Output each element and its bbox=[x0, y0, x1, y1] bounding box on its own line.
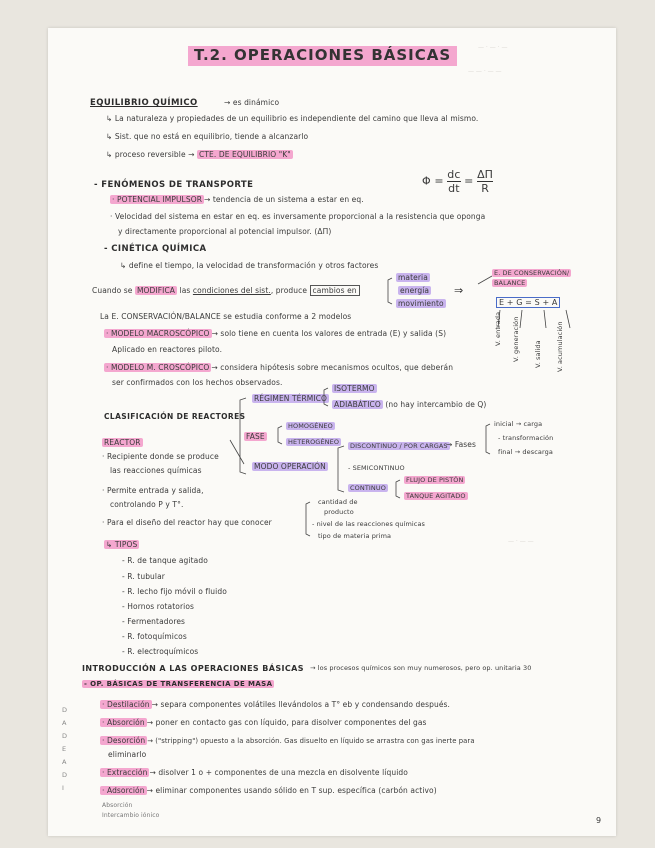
connector-lines bbox=[48, 28, 616, 836]
brace-termico bbox=[324, 388, 328, 406]
bullet-line: · Recipiente donde se produce bbox=[102, 452, 219, 461]
notebook-page bbox=[48, 28, 616, 836]
bullet-line: ↳ Sist. que no está en equilibrio, tiende a alcanzarlo bbox=[106, 132, 309, 141]
tipos-label: ↳ TIPOS bbox=[106, 540, 138, 549]
highlight-label: · MODELO M. CROSCÓPICO bbox=[106, 363, 210, 372]
section-heading-reactores: CLASIFICACIÓN DE REACTORES bbox=[104, 412, 246, 421]
tipo-item: - R. electroquímicos bbox=[122, 647, 199, 656]
bullet-line: · MODELO MACROSCÓPICO → solo tiene en cuenta los valores de entrada (E) y salida (S) bbox=[106, 329, 447, 338]
fase-transformacion: - transformación bbox=[498, 434, 554, 442]
bullet-line: · Velocidad del sistema en estar en eq. es inversamente proporcional a la resistencia que oponga bbox=[110, 212, 486, 221]
semicontinuo: - SEMICONTINUO bbox=[348, 464, 405, 472]
changes-sentence: Cuando se MODIFICA las condiciones del sist., produce cambios en bbox=[92, 286, 360, 295]
highlight-label: · MODELO MACROSCÓPICO bbox=[106, 329, 210, 338]
bullet-line: · POTENCIAL IMPULSOR → tendencia de un sistema a estar en eq. bbox=[112, 195, 364, 204]
materia-label: materia bbox=[398, 273, 428, 282]
tipo-item: - Fermentadores bbox=[122, 617, 186, 626]
fases-arrow: → Fases bbox=[446, 440, 477, 449]
bullet-line: las reacciones químicas bbox=[110, 466, 202, 475]
reactor-divider bbox=[230, 440, 244, 464]
var-acumulacion: V. acumulación bbox=[556, 321, 564, 372]
op-item: · Extracción → disolver 1 o + componentes de una mezcla en disolvente líquido bbox=[102, 768, 408, 777]
fase-inicial: inicial → carga bbox=[494, 420, 543, 428]
regimen-termico: RÉGIMEN TÉRMICO bbox=[254, 394, 328, 403]
brace-modo bbox=[338, 446, 344, 492]
bullet-line: ↳ proceso reversible → CTE. DE EQUILIBRIO "K" bbox=[106, 150, 291, 159]
subheading-masa: - OP. BÁSICAS DE TRANSFERENCIA DE MASA bbox=[84, 680, 273, 688]
models-intro: La E. CONSERVACIÓN/BALANCE se estudia conforme a 2 modelos bbox=[100, 312, 352, 321]
page-title: T.2. OPERACIONES BÁSICAS bbox=[188, 46, 457, 64]
tanque-agitado: TANQUE AGITADO bbox=[406, 492, 466, 500]
conocer-3: - nivel de las reacciones químicas bbox=[312, 520, 426, 528]
brace-continuo bbox=[396, 480, 400, 498]
reactor-label: REACTOR bbox=[104, 438, 141, 447]
bullet-line: · MODELO M. CROSCÓPICO → considera hipótesis sobre mecanismos ocultos, que deberán bbox=[106, 363, 454, 372]
footnote: Absorción bbox=[102, 802, 133, 809]
margin-mnemonic: D A D E A D I bbox=[62, 706, 68, 792]
bullet-line: ser confirmados con los hechos observados. bbox=[112, 378, 283, 387]
var-entrada: V. entrada bbox=[494, 311, 502, 346]
op-item-cont: eliminarlo bbox=[108, 750, 147, 759]
highlight-label: MODIFICA bbox=[136, 286, 176, 295]
bullet-line: ↳ La naturaleza y propiedades de un equilibrio es independiente del camino que lleva al mismo. bbox=[106, 114, 479, 123]
fase: FASE bbox=[246, 432, 265, 441]
op-item: · Adsorción → eliminar componentes usando sólido en T sup. específica (carbón activo) bbox=[102, 786, 437, 795]
tipo-item: - R. fotoquímicos bbox=[122, 632, 187, 641]
implies-arrow: ⇒ bbox=[454, 284, 464, 297]
bullet-line: · Permite entrada y salida, bbox=[102, 486, 204, 495]
brace-conocer bbox=[306, 502, 310, 536]
section-heading-transporte: - FENÓMENOS DE TRANSPORTE bbox=[94, 180, 254, 190]
flujo-piston: FLUJO DE PISTÓN bbox=[406, 476, 464, 484]
var-generacion: V. generación bbox=[512, 316, 520, 362]
var-salida: V. salida bbox=[534, 340, 542, 368]
bullet-line: ↳ define el tiempo, la velocidad de transformación y otros factores bbox=[120, 261, 379, 270]
bullet-line: · Para el diseño del reactor hay que conocer bbox=[102, 518, 272, 527]
isotermo: ISOTERMO bbox=[334, 384, 375, 393]
brace-fase bbox=[278, 426, 282, 444]
modo-operacion: MODO OPERACIÓN bbox=[254, 462, 326, 471]
movimiento-label: movimiento bbox=[398, 299, 444, 308]
conocer-2: producto bbox=[324, 508, 354, 516]
op-item: · Absorción → poner en contacto gas con líquido, para disolver componentes del gas bbox=[102, 718, 427, 727]
tipo-item: - R. tubular bbox=[122, 572, 165, 581]
bleed-through-mark: — · — — bbox=[508, 538, 534, 545]
bleed-through-mark: — · — · — bbox=[478, 44, 508, 51]
fase-final: final → descarga bbox=[498, 448, 553, 456]
op-item: · Desorción → ("stripping") opuesto a la absorción. Gas disuelto en líquido se arrastra con gas inerte para bbox=[102, 736, 475, 745]
tipo-item: - R. de tanque agitado bbox=[122, 556, 208, 565]
discontinuo: DISCONTINUO / POR CARGAS bbox=[350, 442, 448, 450]
tipo-item: - R. lecho fijo móvil o fluido bbox=[122, 587, 227, 596]
conocer-4: tipo de materia prima bbox=[318, 532, 392, 540]
heading-note: → es dinámico bbox=[224, 98, 280, 107]
brace-cambios bbox=[388, 278, 392, 304]
conocer-1: cantidad de bbox=[318, 498, 358, 506]
op-item: · Destilación → separa componentes volátiles llevándolos a T° eb y condensando después. bbox=[102, 700, 451, 709]
homogeneo: HOMOGÉNEO bbox=[288, 422, 333, 430]
heading-note: → los procesos químicos son muy numerosos, pero op. unitaria 30 bbox=[310, 664, 532, 672]
section-heading-cinetica: - CINÉTICA QUÍMICA bbox=[104, 244, 207, 254]
balance-equation: E + G = S + A bbox=[496, 298, 560, 307]
footnote: Intercambio iónico bbox=[102, 812, 160, 819]
tipo-item: - Hornos rotatorios bbox=[122, 602, 195, 611]
bullet-line: Aplicado en reactores piloto. bbox=[112, 345, 223, 354]
highlight-label: · POTENCIAL IMPULSOR bbox=[112, 195, 203, 204]
section-heading-equilibrio: EQUILIBRIO QUÍMICO bbox=[90, 98, 198, 108]
bleed-through-mark: — — · — — bbox=[468, 68, 502, 75]
bullet-line: y directamente proporcional al potencial impulsor. (ΔΠ) bbox=[118, 227, 332, 236]
continuo: CONTINUO bbox=[350, 484, 386, 492]
arrow-conservacion bbox=[478, 276, 492, 284]
conservacion-badge: E. DE CONSERVACIÓN/ BALANCE bbox=[494, 269, 570, 287]
section-heading-intro: INTRODUCCIÓN A LAS OPERACIONES BÁSICAS bbox=[82, 664, 304, 673]
energia-label: energía bbox=[400, 286, 430, 295]
adiabatico: ADIABÁTICO (no hay intercambio de Q) bbox=[334, 400, 487, 409]
page-number: 9 bbox=[596, 816, 602, 825]
flux-formula: Φ = $\frac{dc}{dt}$ = $\frac{\Delta\Pi}{R}$ bbox=[422, 168, 494, 195]
bullet-line: controlando P y T°. bbox=[110, 500, 184, 509]
eq-down-arrows bbox=[498, 310, 570, 328]
highlight-label: CTE. DE EQUILIBRIO "K" bbox=[199, 150, 291, 159]
heterogeneo: HETEROGÉNEO bbox=[288, 438, 340, 446]
brace-fases bbox=[486, 424, 490, 454]
